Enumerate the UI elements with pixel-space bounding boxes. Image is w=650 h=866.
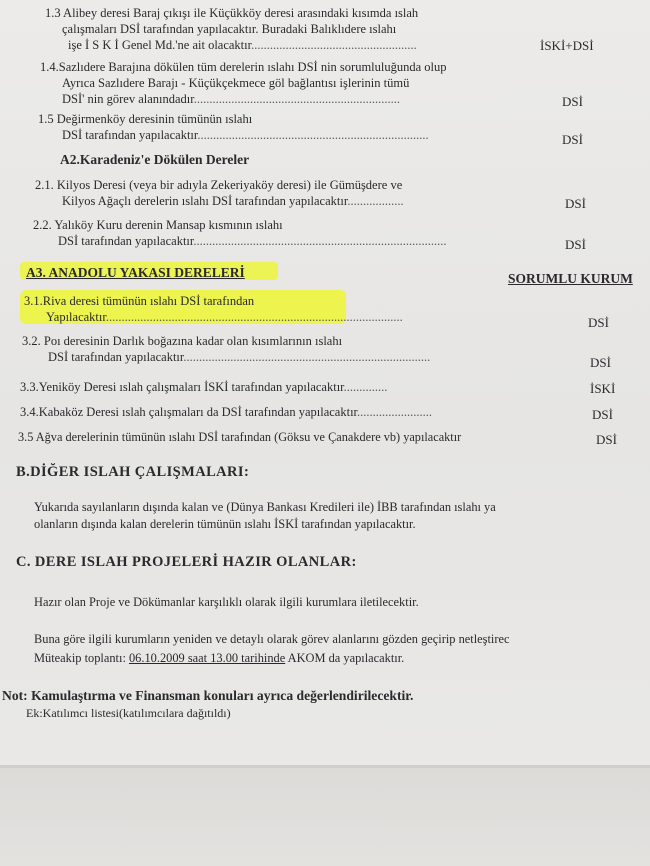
item-1-3-responsible: İSKİ+DSİ — [540, 38, 594, 53]
section-a2-heading: A2.Karadeniz'e Dökülen Dereler — [60, 152, 250, 167]
item-3-5-line: 3.5 Ağva derelerinin tümünün ıslahı DSİ tarafından (Göksu ve Çanakdere vb) yapılacaktır — [18, 430, 462, 444]
item-1-4-line1: 1.4.Sazlıdere Barajına dökülen tüm derelerin ıslahı DSİ nin sorumluluğunda olup — [40, 60, 447, 74]
item-1-3-line2: çalışmaları DSİ tarafından yapılacaktır. Buradaki Balıklıdere ıslahı — [62, 22, 397, 36]
item-3-3-line: 3.3.Yeniköy Deresi ıslah çalışmaları İSKİ tarafından yapılacaktır.............. — [20, 380, 388, 394]
item-3-2-line2: DSİ tarafından yapılacaktır............................................................................... — [48, 350, 431, 364]
item-1-4-responsible: DSİ — [562, 94, 583, 109]
attachment-line: Ek:Katılımcı listesi(katılımcılara dağıtıldı) — [26, 706, 231, 720]
item-1-4-line3: DSİ' nin görev alanındadır.................................................................. — [62, 92, 400, 106]
section-a3-heading: A3. ANADOLU YAKASI DERELERİ — [26, 265, 245, 280]
item-2-1-line2: Kilyos Ağaçlı derelerin ıslahı DSİ tarafından yapılacaktır.................. — [62, 194, 404, 208]
item-1-5-line1: 1.5 Değirmenköy deresinin tümünün ıslahı — [38, 112, 253, 126]
note-line: Not: Kamulaştırma ve Finansman konuları ayrıca değerlendirilecektir. — [2, 688, 414, 703]
item-1-4-line2: Ayrıca Sazlıdere Barajı - Küçükçekmece göl bağlantısı işlerinin tümü — [62, 76, 410, 90]
item-3-4-line: 3.4.Kabaköz Deresi ıslah çalışmaları da DSİ tarafından yapılacaktır........................ — [20, 405, 433, 419]
item-2-2-line1: 2.2. Yalıköy Kuru derenin Mansap kısmının ıslahı — [33, 218, 283, 232]
item-3-2-line1: 3.2. Poı deresinin Darlık boğazına kadar olan kısımlarının ıslahı — [22, 334, 343, 348]
item-2-2-responsible: DSİ — [565, 237, 586, 252]
item-3-3-responsible: İSKİ — [590, 381, 616, 396]
item-2-1-line1: 2.1. Kilyos Deresi (veya bir adıyla Zekeriyaköy deresi) ile Gümüşdere ve — [35, 178, 403, 192]
next-meeting-line: Müteakip toplantı: 06.10.2009 saat 13.00 tarihinde AKOM da yapılacaktır. — [34, 651, 405, 665]
item-2-1-responsible: DSİ — [565, 196, 586, 211]
item-1-3-line3: işe İ S K İ Genel Md.'ne ait olacaktır..................................................... — [68, 38, 417, 52]
item-3-4-responsible: DSİ — [592, 407, 613, 422]
item-1-5-line2: DSİ tarafından yapılacaktır.......................................................................... — [62, 128, 429, 142]
item-3-1-line1: 3.1.Riva deresi tümünün ıslahı DSİ tarafından — [24, 294, 255, 308]
item-3-1-responsible: DSİ — [588, 315, 609, 330]
item-3-5-responsible: DSİ — [596, 432, 617, 447]
item-3-2-responsible: DSİ — [590, 355, 611, 370]
responsible-column-header: SORUMLU KURUM — [508, 271, 633, 286]
section-b-paragraph-line2: olanların dışında kalan derelerin tümünün ıslahı İSKİ tarafından yapılacaktır. — [34, 517, 416, 531]
item-1-3-line1: 1.3 Alibey deresi Baraj çıkışı ile Küçükköy deresi arasındaki kısımda ıslah — [45, 6, 419, 20]
background-surface — [0, 768, 650, 866]
section-b-heading: B.DİĞER ISLAH ÇALIŞMALARI: — [16, 464, 250, 480]
section-b-paragraph-line1: Yukarıda sayılanların dışında kalan ve (Dünya Bankası Kredileri ile) İBB tarafından ıslahı ya — [34, 500, 496, 514]
item-3-1-line2: Yapılacaktır............................................................................................... — [46, 310, 403, 324]
section-c-heading: C. DERE ISLAH PROJELERİ HAZIR OLANLAR: — [16, 554, 357, 570]
item-1-5-responsible: DSİ — [562, 132, 583, 147]
section-c-paragraph-1: Hazır olan Proje ve Dökümanlar karşılıklı olarak ilgili kurumlara iletilecektir. — [34, 595, 419, 609]
next-meeting-date: 06.10.2009 saat 13.00 tarihinde — [128, 651, 286, 665]
item-2-2-line2: DSİ tarafından yapılacaktır................................................................................. — [58, 234, 447, 248]
section-c-paragraph-2: Buna göre ilgili kurumların yeniden ve detaylı olarak görev alanlarını gözden geçirip netleştirec — [34, 632, 510, 646]
